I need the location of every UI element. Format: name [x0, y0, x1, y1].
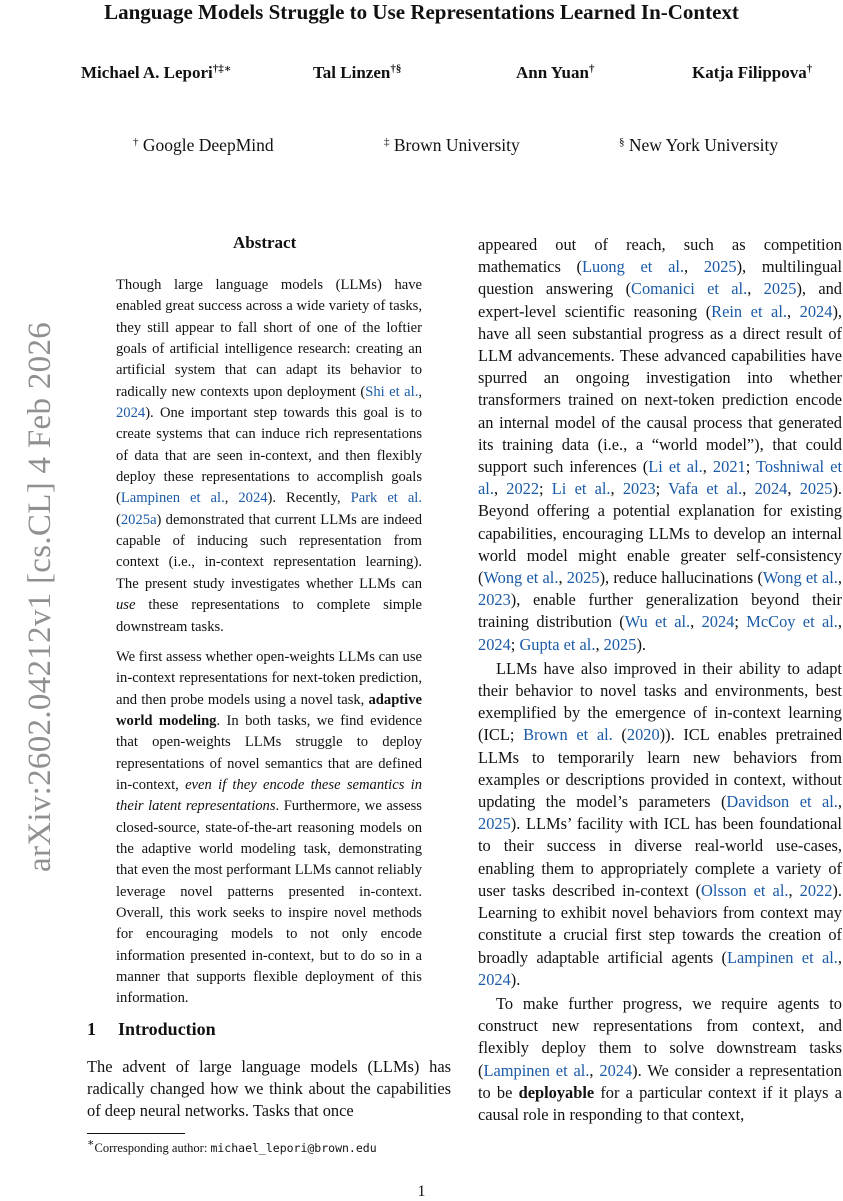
citation-link[interactable]: Lampinen et al. [483, 1060, 590, 1080]
text-run: , [589, 1060, 600, 1080]
text-run: ), have all seen substantial progress as a direct result of LLM advancements. These advanced capabilities have spurred an ongoing investigation into whether transformers trained on next-token prediction encode an internal model of the causal process that generated its training data (i.e., a “world model”), that could support such inferences ( [478, 301, 842, 477]
text-run: ), reduce hallucinations ( [599, 568, 763, 588]
citation-link[interactable]: Olsson et al. [701, 880, 789, 900]
text-run: ), multilingual question answering ( [478, 257, 842, 299]
footnote-email[interactable]: michael_lepori@brown.edu [210, 1141, 377, 1155]
text-run: , [418, 383, 423, 400]
citation-link[interactable]: Park et al. [350, 490, 423, 507]
citation-link[interactable]: McCoy et al. [746, 612, 838, 632]
text-run: these representations to complete simple downstream tasks. [116, 597, 422, 635]
text-run: ( [612, 725, 627, 745]
text-run: , [742, 479, 755, 499]
text-run: ; [745, 457, 757, 477]
affiliation-1: † Google DeepMind [133, 135, 274, 155]
author-4: Katja Filippova† [692, 63, 813, 82]
citation-link[interactable]: 2022 [799, 880, 833, 900]
text-run: ). One important step towards this goal is to create systems that can induce rich representations of data that are seen in-context, and then flexibly deploy these representations to accomplish goals ( [116, 405, 422, 507]
arxiv-stamp: arXiv:2602.04212v1 [cs.CL] 4 Feb 2026 [22, 321, 58, 872]
citation-link[interactable]: 2025 [799, 479, 833, 499]
text-run: , [788, 880, 800, 900]
text-run: The advent of large language models (LLMs) has radically changed how we think about the capabilities of deep neural networks. Tasks that once [87, 1057, 451, 1121]
text-run: ). Learning to exhibit novel behaviors from context may constitute a crucial first step towards the creation of broadly adaptable artificial agents ( [478, 880, 842, 967]
emphasis-text: even if they encode these semantics in their latent representations [116, 776, 422, 815]
text-run: , [702, 457, 713, 477]
citation-link[interactable]: 2024 [754, 479, 788, 499]
text-run: ). [636, 634, 646, 654]
author-1: Michael A. Lepori†‡∗ [81, 63, 232, 82]
text-run: , [747, 279, 764, 299]
citation-link[interactable]: 2025a [120, 511, 157, 528]
text-run: ). LLMs’ facility with ICL has been foundational to their success in diverse real-world use-cases, enabling them to appropriately complete a variety of user tasks described in-context ( [478, 814, 842, 900]
text-run: , [837, 947, 842, 967]
intro-paragraph-1-cont [478, 234, 842, 656]
text-run: , [837, 612, 842, 632]
text-run: We first assess whether open-weights LLMs can use in-context representations for next-token prediction, and then probe models using a novel task, [116, 648, 422, 708]
citation-link[interactable]: 2024 [701, 612, 735, 632]
text-run: To make further progress, we require agents to construct new representations from context, and flexibly deploy them to solve downstream tasks ( [478, 993, 842, 1080]
text-run: . Furthermore, we assess closed-source, state-of-the-art reasoning models on the adaptive world modeling task, demonstrating that even the most performant LLMs cannot reliably leverage novel patterns presented in-context. Overall, this work seeks to inspire novel methods for encouraging models to not only encode information presented in-context, but to do so in a manner that supports flexible deployment of this information. [116, 798, 422, 1007]
abstract-body [116, 275, 422, 1010]
text-run: , [837, 568, 842, 588]
text-run: ), and expert-level scientific reasoning ( [478, 279, 842, 321]
text-run: ), enable further generalization beyond their training distribution ( [478, 590, 842, 632]
citation-link[interactable]: Vafa et al. [668, 479, 743, 499]
footnote: ∗Corresponding author: michael_lepori@brown.edu [87, 1137, 377, 1155]
citation-link[interactable]: 2023 [478, 590, 511, 610]
text-run: , [595, 634, 604, 654]
text-run: , [558, 568, 567, 588]
citation-link[interactable]: Brown et al. [523, 725, 613, 745]
affiliation-2: ‡ Brown University [384, 135, 520, 155]
citation-link[interactable]: Li et al. [551, 479, 611, 499]
citation-link[interactable]: Gupta et al. [519, 634, 596, 654]
paper-title: Language Models Struggle to Use Representations Learned In-Context [104, 0, 739, 24]
text-run: LLMs have also improved in their ability to adapt their behavior to novel tasks and environments, best exemplified by the emergence of in-context learning (ICL; [478, 658, 842, 745]
text-run: ). Beyond offering a potential explanation for existing capabilities, encouraging LLMs to develop an internal world model might enable greater self-consistency ( [478, 479, 843, 588]
author-3: Ann Yuan† [516, 63, 595, 82]
citation-link[interactable]: Wong et al. [762, 568, 838, 588]
text-run: ). Recently, [267, 490, 351, 507]
citation-link[interactable]: 2021 [712, 457, 746, 477]
text-run: ; [510, 634, 520, 654]
citation-link[interactable]: 2025 [603, 634, 637, 654]
citation-link[interactable]: 2022 [506, 479, 540, 499]
page-number: 1 [417, 1183, 426, 1200]
text-run: , [837, 792, 842, 812]
text-run: ( [116, 511, 121, 528]
citation-link[interactable]: 2023 [622, 479, 656, 499]
citation-link[interactable]: 2024 [238, 490, 268, 507]
abstract-paragraph-1 [116, 275, 422, 638]
citation-link[interactable]: Davidson et al. [726, 792, 838, 812]
citation-link[interactable]: Shi et al. [365, 383, 419, 400]
abstract-heading: Abstract [233, 233, 297, 252]
text-run: for a particular context if it plays a causal role in responding to that context, [478, 1082, 842, 1124]
text-run: ) demonstrated that current LLMs are indeed capable of inducing such representation from context (i.e., in-context representation learning). The present study investigates whether LLMs can [116, 511, 422, 592]
citation-link[interactable]: Wu et al. [624, 612, 691, 632]
citation-link[interactable]: Rein et al. [711, 301, 787, 321]
citation-link[interactable]: 2025 [703, 257, 737, 277]
citation-link[interactable]: 2025 [566, 568, 600, 588]
text-run: ). [510, 969, 521, 989]
citation-link[interactable]: 2024 [799, 301, 833, 321]
text-run: , [224, 490, 239, 507]
citation-link[interactable]: 2025 [478, 814, 511, 834]
text-run: ). We consider a representation to be [478, 1060, 842, 1102]
text-run: ; [655, 479, 669, 499]
emphasis-text: use [116, 597, 136, 614]
text-run: , [684, 257, 704, 277]
text-run: , [787, 301, 800, 321]
bold-term: adaptive world modeling [116, 691, 422, 729]
text-run: , [690, 612, 702, 632]
right-column [478, 234, 842, 1126]
citation-link[interactable]: 2024 [116, 405, 146, 422]
intro-paragraph-2 [478, 658, 842, 991]
text-run: Though large language models (LLMs) have enabled great success across a wide variety of tasks, they still appear to fall short of one of the loftier goals of artificial intelligence research: creating an artificial system that can adapt its behavior to radically new contexts upon deployment ( [116, 277, 422, 400]
citation-link[interactable]: Lampinen et al. [727, 947, 838, 967]
author-2: Tal Linzen†§ [313, 63, 402, 82]
citation-link[interactable]: Toshniwal et al. [478, 457, 843, 499]
abstract-paragraph-2 [116, 647, 422, 1010]
text-run: ; [539, 479, 552, 499]
text-run: , [787, 479, 800, 499]
text-run: . In both tasks, we find evidence that open-weights LLMs struggle to deploy representations of novel semantics that are defined in-context, [116, 712, 423, 793]
intro-paragraph-1 [87, 1056, 451, 1123]
citation-link[interactable]: 2024 [599, 1060, 633, 1080]
intro-left-column [87, 1056, 451, 1123]
citation-link[interactable]: Lampinen et al. [120, 490, 225, 507]
intro-paragraph-3 [478, 993, 842, 1126]
citation-link[interactable]: Wong et al. [483, 568, 559, 588]
citation-link[interactable]: 2020 [626, 725, 660, 745]
citation-link[interactable]: Li et al. [648, 457, 703, 477]
citation-link[interactable]: Luong et al. [582, 257, 684, 277]
text-run: ; [734, 612, 747, 632]
text-run: , [493, 479, 507, 499]
citation-link[interactable]: 2024 [478, 969, 511, 989]
footnote-rule [87, 1133, 185, 1134]
text-run: )). ICL enables pretrained LLMs to temporarily learn new behaviors from examples or descriptions provided in context, without updating the model’s parameters ( [478, 725, 843, 812]
citation-link[interactable]: 2025 [763, 279, 797, 299]
citation-link[interactable]: Comanici et al. [631, 279, 748, 299]
bold-term: deployable [518, 1082, 595, 1102]
affiliation-3: § New York University [619, 135, 779, 155]
section-heading: 1 Introduction [87, 1019, 216, 1039]
text-run: appeared out of reach, such as competition mathematics ( [478, 235, 842, 277]
text-run: , [610, 479, 623, 499]
citation-link[interactable]: 2024 [478, 634, 511, 654]
